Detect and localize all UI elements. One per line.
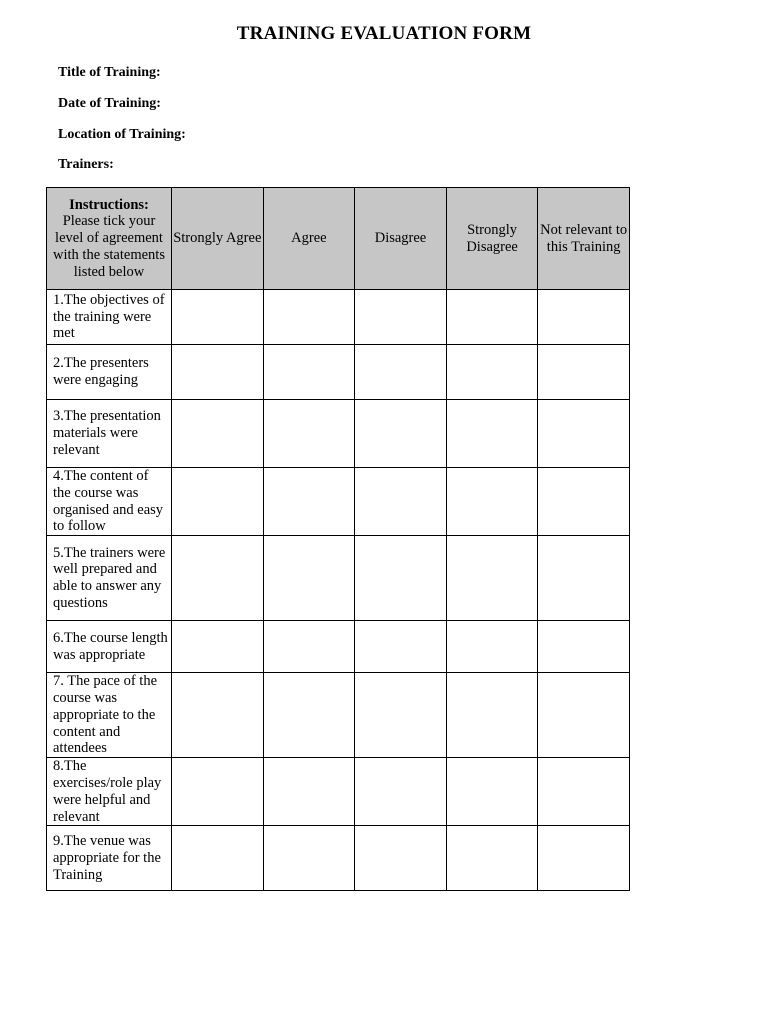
- tick-cell-strongly-disagree[interactable]: [446, 536, 538, 621]
- trainers-label: Trainers:: [58, 157, 114, 172]
- tick-cell-strongly-disagree[interactable]: [446, 400, 538, 468]
- tick-cell-strongly-disagree[interactable]: [446, 345, 538, 400]
- column-disagree: Disagree: [355, 188, 447, 290]
- table-row: [47, 468, 630, 536]
- tick-cell-disagree[interactable]: [355, 673, 447, 758]
- tick-cell-agree[interactable]: [263, 673, 355, 758]
- tick-cell-strongly-agree[interactable]: [172, 673, 264, 758]
- evaluation-table: [46, 187, 630, 891]
- column-agree: Agree: [263, 188, 355, 290]
- table-row: [47, 673, 630, 758]
- table-row: [47, 621, 630, 673]
- tick-cell-not-relevant[interactable]: [538, 345, 630, 400]
- table-row: [47, 345, 630, 400]
- tick-cell-disagree[interactable]: [355, 826, 447, 891]
- table-row: [47, 400, 630, 468]
- table-row: [47, 826, 630, 891]
- tick-cell-strongly-disagree[interactable]: [446, 468, 538, 536]
- statement-cell: 2.The presenters were engaging: [47, 345, 172, 400]
- tick-cell-strongly-agree[interactable]: [172, 621, 264, 673]
- table-row: [47, 290, 630, 345]
- tick-cell-agree[interactable]: [263, 290, 355, 345]
- tick-cell-disagree[interactable]: [355, 290, 447, 345]
- statement-cell: 8.The exercises/role play were helpful and relevant: [47, 758, 172, 826]
- tick-cell-strongly-agree[interactable]: [172, 290, 264, 345]
- tick-cell-strongly-agree[interactable]: [172, 758, 264, 826]
- tick-cell-not-relevant[interactable]: [538, 290, 630, 345]
- tick-cell-not-relevant[interactable]: [538, 826, 630, 891]
- tick-cell-disagree[interactable]: [355, 758, 447, 826]
- table-row: [47, 758, 630, 826]
- statement-cell: 4.The content of the course was organised and easy to follow: [47, 468, 172, 536]
- table-row: [47, 536, 630, 621]
- column-not-relevant: Not relevant to this Training: [538, 188, 630, 290]
- tick-cell-strongly-disagree[interactable]: [446, 290, 538, 345]
- table-header-row: [47, 188, 630, 290]
- tick-cell-agree[interactable]: [263, 468, 355, 536]
- statement-cell: 3.The presentation materials were relevant: [47, 400, 172, 468]
- statement-cell: 9.The venue was appropriate for the Training: [47, 826, 172, 891]
- tick-cell-strongly-disagree[interactable]: [446, 621, 538, 673]
- column-strongly-disagree: Strongly Disagree: [446, 188, 538, 290]
- tick-cell-disagree[interactable]: [355, 536, 447, 621]
- column-strongly-agree: Strongly Agree: [172, 188, 264, 290]
- tick-cell-strongly-agree[interactable]: [172, 400, 264, 468]
- tick-cell-disagree[interactable]: [355, 621, 447, 673]
- tick-cell-not-relevant[interactable]: [538, 673, 630, 758]
- instructions-text: Please tick your level of agreement with the statements listed below: [53, 213, 165, 280]
- tick-cell-not-relevant[interactable]: [538, 468, 630, 536]
- title-of-training-label: Title of Training:: [58, 65, 161, 80]
- statement-cell: 7. The pace of the course was appropriate to the content and attendees: [47, 673, 172, 758]
- tick-cell-agree[interactable]: [263, 621, 355, 673]
- tick-cell-not-relevant[interactable]: [538, 400, 630, 468]
- tick-cell-strongly-agree[interactable]: [172, 468, 264, 536]
- tick-cell-strongly-disagree[interactable]: [446, 673, 538, 758]
- statement-cell: 6.The course length was appropriate: [47, 621, 172, 673]
- instructions-cell: [47, 188, 172, 290]
- tick-cell-not-relevant[interactable]: [538, 758, 630, 826]
- tick-cell-agree[interactable]: [263, 400, 355, 468]
- tick-cell-disagree[interactable]: [355, 468, 447, 536]
- tick-cell-not-relevant[interactable]: [538, 536, 630, 621]
- tick-cell-agree[interactable]: [263, 536, 355, 621]
- instructions-heading: Instructions:: [69, 196, 149, 213]
- form-title: TRAINING EVALUATION FORM: [236, 23, 532, 44]
- tick-cell-disagree[interactable]: [355, 345, 447, 400]
- tick-cell-strongly-disagree[interactable]: [446, 758, 538, 826]
- tick-cell-agree[interactable]: [263, 758, 355, 826]
- tick-cell-strongly-agree[interactable]: [172, 826, 264, 891]
- statement-cell: 1.The objectives of the training were met: [47, 290, 172, 345]
- tick-cell-strongly-agree[interactable]: [172, 536, 264, 621]
- statement-cell: 5.The trainers were well prepared and able to answer any questions: [47, 536, 172, 621]
- tick-cell-agree[interactable]: [263, 345, 355, 400]
- tick-cell-disagree[interactable]: [355, 400, 447, 468]
- tick-cell-strongly-disagree[interactable]: [446, 826, 538, 891]
- tick-cell-strongly-agree[interactable]: [172, 345, 264, 400]
- location-of-training-label: Location of Training:: [58, 127, 186, 142]
- tick-cell-not-relevant[interactable]: [538, 621, 630, 673]
- tick-cell-agree[interactable]: [263, 826, 355, 891]
- date-of-training-label: Date of Training:: [58, 96, 161, 111]
